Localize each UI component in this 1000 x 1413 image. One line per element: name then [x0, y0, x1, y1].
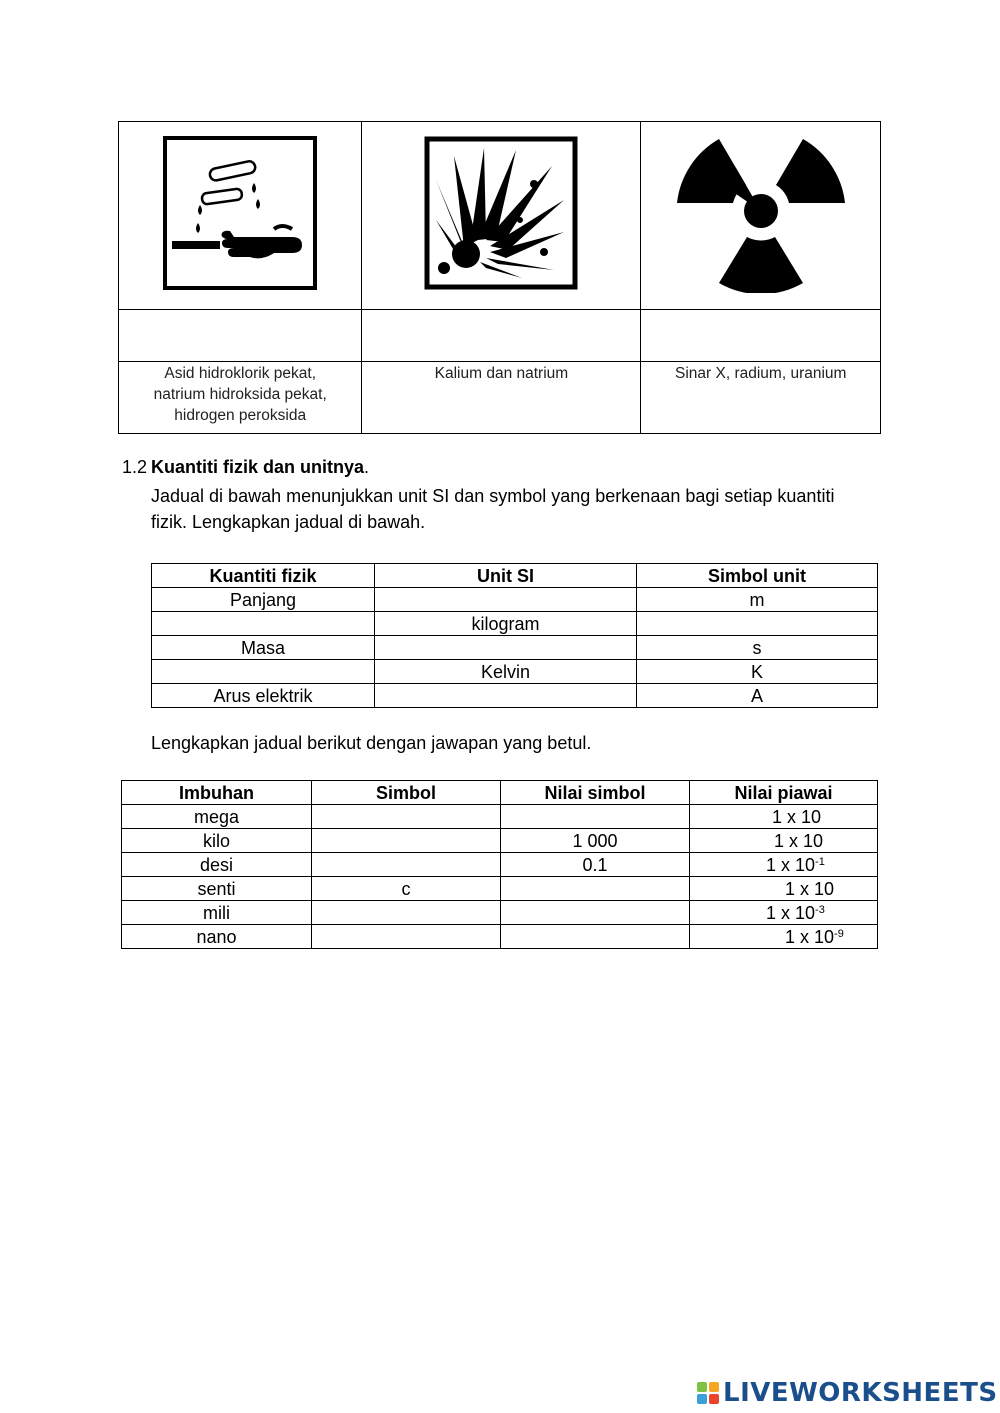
- prefix-answer-cell[interactable]: [312, 925, 501, 949]
- hazard-cell-corrosive: [119, 122, 362, 310]
- units-answer-cell[interactable]: [375, 588, 637, 612]
- units-header-symbol: Simbol unit: [637, 564, 878, 588]
- prefix-name-cell: mega: [122, 805, 312, 829]
- units-answer-cell[interactable]: [152, 660, 375, 684]
- section-title-text: Kuantiti fizik dan unitnya: [151, 457, 365, 477]
- prefix-answer-cell[interactable]: [501, 901, 690, 925]
- standard-exponent: -9: [834, 927, 844, 940]
- section-number: 1.2: [122, 457, 148, 477]
- standard-base: 1 x 10: [772, 806, 822, 827]
- hazard-name-cell-2[interactable]: [362, 310, 641, 362]
- units-cell: Panjang: [152, 588, 375, 612]
- prefix-header-row: [122, 781, 878, 805]
- prefix-standard-cell: [690, 901, 878, 925]
- units-answer-cell[interactable]: [375, 684, 637, 708]
- prefix-answer-cell[interactable]: [312, 853, 501, 877]
- standard-base: 1 x 10: [785, 926, 835, 947]
- standard-base: 1 x 10: [766, 854, 816, 875]
- hazard-name-row: [119, 310, 881, 362]
- prefix-answer-cell[interactable]: [312, 901, 501, 925]
- instruction-text: Lengkapkan jadual berikut dengan jawapan yang betul.: [151, 733, 592, 753]
- hazard-example-row: [119, 362, 881, 434]
- prefix-table: [121, 780, 878, 949]
- units-answer-cell[interactable]: [375, 636, 637, 660]
- prefix-answer-cell[interactable]: [501, 805, 690, 829]
- prefix-name-cell: mili: [122, 901, 312, 925]
- prefix-standard-cell: [690, 853, 878, 877]
- prefix-standard-cell: [690, 925, 878, 949]
- units-header-si-unit: Unit SI: [375, 564, 637, 588]
- logo-text: LIVEWORKSHEETS: [723, 1378, 998, 1408]
- prefix-name-cell: nano: [122, 925, 312, 949]
- standard-base: 1 x 10: [774, 830, 824, 851]
- prefix-symbol-cell: c: [312, 877, 501, 901]
- table-row: [122, 853, 878, 877]
- prefix-value-cell: 0.1: [501, 853, 690, 877]
- table-row: [152, 684, 878, 708]
- prefix-header-nilai-piawai: Nilai piawai: [690, 781, 878, 805]
- prefix-standard-cell[interactable]: [690, 877, 878, 901]
- section-title-suffix: .: [364, 457, 370, 477]
- prefix-standard-cell[interactable]: [690, 805, 878, 829]
- logo-mark-icon: [697, 1382, 719, 1404]
- hazard-example-2: Kalium dan natrium: [362, 362, 641, 434]
- units-table: [151, 563, 878, 708]
- hazard-cell-radioactive: [641, 122, 881, 310]
- prefix-value-cell: 1 000: [501, 829, 690, 853]
- prefix-header-imbuhan: Imbuhan: [122, 781, 312, 805]
- prefix-answer-cell[interactable]: [501, 877, 690, 901]
- section-title: [151, 457, 369, 478]
- hazard-example-1: Asid hidroklorik pekat, natrium hidroksida pekat, hidrogen peroksida: [119, 362, 362, 434]
- section-intro: Jadual di bawah menunjukkan unit SI dan symbol yang berkenaan bagi setiap kuantiti fizik. Lengkapkan jadual di bawah.: [151, 486, 835, 532]
- liveworksheets-logo: [697, 1378, 998, 1408]
- units-header-row: [152, 564, 878, 588]
- table-row: [152, 636, 878, 660]
- standard-exponent: -1: [815, 855, 825, 868]
- units-answer-cell[interactable]: [152, 612, 375, 636]
- prefix-name-cell: kilo: [122, 829, 312, 853]
- table-row: [122, 901, 878, 925]
- standard-base: 1 x 10: [766, 902, 816, 923]
- corrosive-icon: [162, 135, 318, 291]
- units-cell: A: [637, 684, 878, 708]
- explosive-icon: [424, 136, 578, 290]
- hazard-cell-explosive: [362, 122, 641, 310]
- units-cell: Masa: [152, 636, 375, 660]
- hazard-table: [118, 121, 881, 434]
- radioactive-icon: [676, 133, 846, 293]
- prefix-header-nilai-simbol: Nilai simbol: [501, 781, 690, 805]
- table-row: [122, 829, 878, 853]
- units-answer-cell[interactable]: [637, 612, 878, 636]
- table-row: [122, 925, 878, 949]
- table-row: [122, 877, 878, 901]
- table-row: [122, 805, 878, 829]
- units-cell: K: [637, 660, 878, 684]
- prefix-header-simbol: Simbol: [312, 781, 501, 805]
- hazard-icon-row: [119, 122, 881, 310]
- table-row: [152, 612, 878, 636]
- standard-base: 1 x 10: [785, 878, 835, 899]
- hazard-example-3: Sinar X, radium, uranium: [641, 362, 881, 434]
- prefix-name-cell: senti: [122, 877, 312, 901]
- prefix-answer-cell[interactable]: [501, 925, 690, 949]
- prefix-answer-cell[interactable]: [312, 805, 501, 829]
- hazard-name-cell-3[interactable]: [641, 310, 881, 362]
- prefix-standard-cell[interactable]: [690, 829, 878, 853]
- units-header-quantity: Kuantiti fizik: [152, 564, 375, 588]
- units-cell: m: [637, 588, 878, 612]
- prefix-answer-cell[interactable]: [312, 829, 501, 853]
- hazard-name-cell-1[interactable]: [119, 310, 362, 362]
- prefix-name-cell: desi: [122, 853, 312, 877]
- units-cell: kilogram: [375, 612, 637, 636]
- table-row: [152, 660, 878, 684]
- units-cell: Arus elektrik: [152, 684, 375, 708]
- standard-exponent: -3: [815, 903, 825, 916]
- units-cell: Kelvin: [375, 660, 637, 684]
- table-row: [152, 588, 878, 612]
- units-cell: s: [637, 636, 878, 660]
